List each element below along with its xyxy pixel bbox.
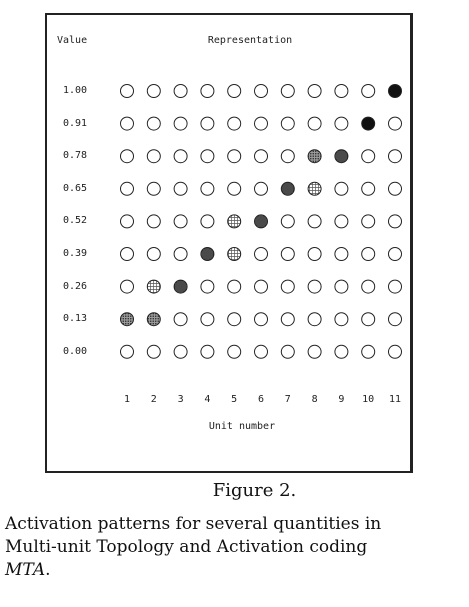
inactive-unit-circle <box>228 117 241 130</box>
active-unit-circle <box>335 150 348 163</box>
unit-number-tick: 1 <box>123 393 131 405</box>
inactive-unit-circle <box>362 85 375 98</box>
value-label: 0.00 <box>63 345 88 357</box>
inactive-unit-circle <box>362 215 375 228</box>
inactive-unit-circle <box>255 313 268 326</box>
inactive-unit-circle <box>147 85 160 98</box>
active-unit-circle <box>121 313 134 326</box>
inactive-unit-circle <box>201 280 214 293</box>
inactive-unit-circle <box>121 117 134 130</box>
value-label: 0.26 <box>63 280 88 292</box>
inactive-unit-circle <box>201 182 214 195</box>
inactive-unit-circle <box>308 117 321 130</box>
inactive-unit-circle <box>335 85 348 98</box>
inactive-unit-circle <box>147 182 160 195</box>
inactive-unit-circle <box>201 85 214 98</box>
value-column-header: Value <box>57 35 88 46</box>
inactive-unit-circle <box>335 313 348 326</box>
unit-number-tick: 10 <box>362 393 375 405</box>
figure-frame <box>45 13 413 473</box>
unit-number-tick: 6 <box>257 393 265 405</box>
inactive-unit-circle <box>335 280 348 293</box>
unit-number-tick: 9 <box>338 393 345 405</box>
activation-grid <box>47 15 411 455</box>
inactive-unit-circle <box>174 182 187 195</box>
inactive-unit-circle <box>201 117 214 130</box>
unit-number-tick: 2 <box>150 393 157 405</box>
unit-number-tick: 11 <box>388 393 402 405</box>
inactive-unit-circle <box>228 313 241 326</box>
inactive-unit-circle <box>308 280 321 293</box>
inactive-unit-circle <box>362 248 375 261</box>
active-unit-circle <box>201 248 214 261</box>
inactive-unit-circle <box>281 85 294 98</box>
value-label: 0.13 <box>63 313 88 325</box>
inactive-unit-circle <box>228 150 241 163</box>
inactive-unit-circle <box>147 345 160 358</box>
active-unit-circle <box>308 150 321 163</box>
caption-line-3 <box>5 559 465 582</box>
inactive-unit-circle <box>362 313 375 326</box>
value-label: 0.91 <box>63 117 88 129</box>
inactive-unit-circle <box>335 345 348 358</box>
inactive-unit-circle <box>255 117 268 130</box>
inactive-unit-circle <box>228 280 241 293</box>
unit-number-tick: 8 <box>311 393 318 405</box>
inactive-unit-circle <box>255 248 268 261</box>
inactive-unit-circle <box>389 182 402 195</box>
inactive-unit-circle <box>281 280 294 293</box>
value-label: 0.39 <box>63 248 88 259</box>
value-label: 0.65 <box>63 182 88 194</box>
active-unit-circle <box>174 280 187 293</box>
unit-number-tick: 5 <box>231 393 238 405</box>
inactive-unit-circle <box>389 150 402 163</box>
figure-caption <box>5 513 465 582</box>
caption-mta: MTA <box>5 560 46 580</box>
inactive-unit-circle <box>121 345 134 358</box>
inactive-unit-circle <box>255 85 268 98</box>
inactive-unit-circle <box>362 150 375 163</box>
active-unit-circle <box>255 215 268 228</box>
inactive-unit-circle <box>174 117 187 130</box>
active-unit-circle <box>389 85 402 98</box>
active-unit-circle <box>147 313 160 326</box>
unit-number-tick: 4 <box>204 393 211 405</box>
inactive-unit-circle <box>281 215 294 228</box>
active-unit-circle <box>281 182 294 195</box>
inactive-unit-circle <box>147 117 160 130</box>
inactive-unit-circle <box>281 313 294 326</box>
inactive-unit-circle <box>389 215 402 228</box>
inactive-unit-circle <box>255 182 268 195</box>
inactive-unit-circle <box>174 313 187 326</box>
inactive-unit-circle <box>389 280 402 293</box>
figure-title: Figure 2. <box>212 480 297 501</box>
inactive-unit-circle <box>335 248 348 261</box>
inactive-unit-circle <box>255 150 268 163</box>
inactive-unit-circle <box>174 248 187 261</box>
inactive-unit-circle <box>174 85 187 98</box>
inactive-unit-circle <box>255 345 268 358</box>
inactive-unit-circle <box>362 182 375 195</box>
inactive-unit-circle <box>308 313 321 326</box>
active-unit-circle <box>147 280 160 293</box>
inactive-unit-circle <box>121 85 134 98</box>
inactive-unit-circle <box>389 117 402 130</box>
inactive-unit-circle <box>335 215 348 228</box>
inactive-unit-circle <box>201 150 214 163</box>
inactive-unit-circle <box>281 248 294 261</box>
inactive-unit-circle <box>362 345 375 358</box>
inactive-unit-circle <box>308 215 321 228</box>
caption-line-2: Multi-unit Topology and Activation coding <box>5 537 368 557</box>
inactive-unit-circle <box>308 85 321 98</box>
representation-header: Representation <box>207 35 293 46</box>
unit-number-tick: 7 <box>284 393 291 405</box>
inactive-unit-circle <box>147 215 160 228</box>
inactive-unit-circle <box>174 150 187 163</box>
active-unit-circle <box>228 215 241 228</box>
unit-number-tick: 3 <box>177 393 184 405</box>
inactive-unit-circle <box>281 117 294 130</box>
inactive-unit-circle <box>121 182 134 195</box>
unit-number-axis-label: Unit number <box>208 421 276 432</box>
inactive-unit-circle <box>201 215 214 228</box>
inactive-unit-circle <box>228 182 241 195</box>
value-label: 1.00 <box>63 85 88 96</box>
inactive-unit-circle <box>121 248 134 261</box>
inactive-unit-circle <box>228 345 241 358</box>
inactive-unit-circle <box>201 313 214 326</box>
caption-line-1: Activation patterns for several quantities in <box>5 514 382 534</box>
inactive-unit-circle <box>281 345 294 358</box>
inactive-unit-circle <box>335 182 348 195</box>
value-label: 0.78 <box>63 150 88 162</box>
active-unit-circle <box>228 248 241 261</box>
inactive-unit-circle <box>174 345 187 358</box>
caption-period: . <box>45 560 51 580</box>
inactive-unit-circle <box>362 280 375 293</box>
active-unit-circle <box>362 117 375 130</box>
inactive-unit-circle <box>201 345 214 358</box>
inactive-unit-circle <box>228 85 241 98</box>
inactive-unit-circle <box>308 345 321 358</box>
inactive-unit-circle <box>281 150 294 163</box>
inactive-unit-circle <box>308 248 321 261</box>
inactive-unit-circle <box>121 215 134 228</box>
inactive-unit-circle <box>389 313 402 326</box>
inactive-unit-circle <box>121 150 134 163</box>
active-unit-circle <box>308 182 321 195</box>
inactive-unit-circle <box>147 248 160 261</box>
inactive-unit-circle <box>389 345 402 358</box>
inactive-unit-circle <box>121 280 134 293</box>
value-label: 0.52 <box>63 215 88 227</box>
inactive-unit-circle <box>147 150 160 163</box>
inactive-unit-circle <box>174 215 187 228</box>
inactive-unit-circle <box>389 248 402 261</box>
inactive-unit-circle <box>335 117 348 130</box>
inactive-unit-circle <box>255 280 268 293</box>
